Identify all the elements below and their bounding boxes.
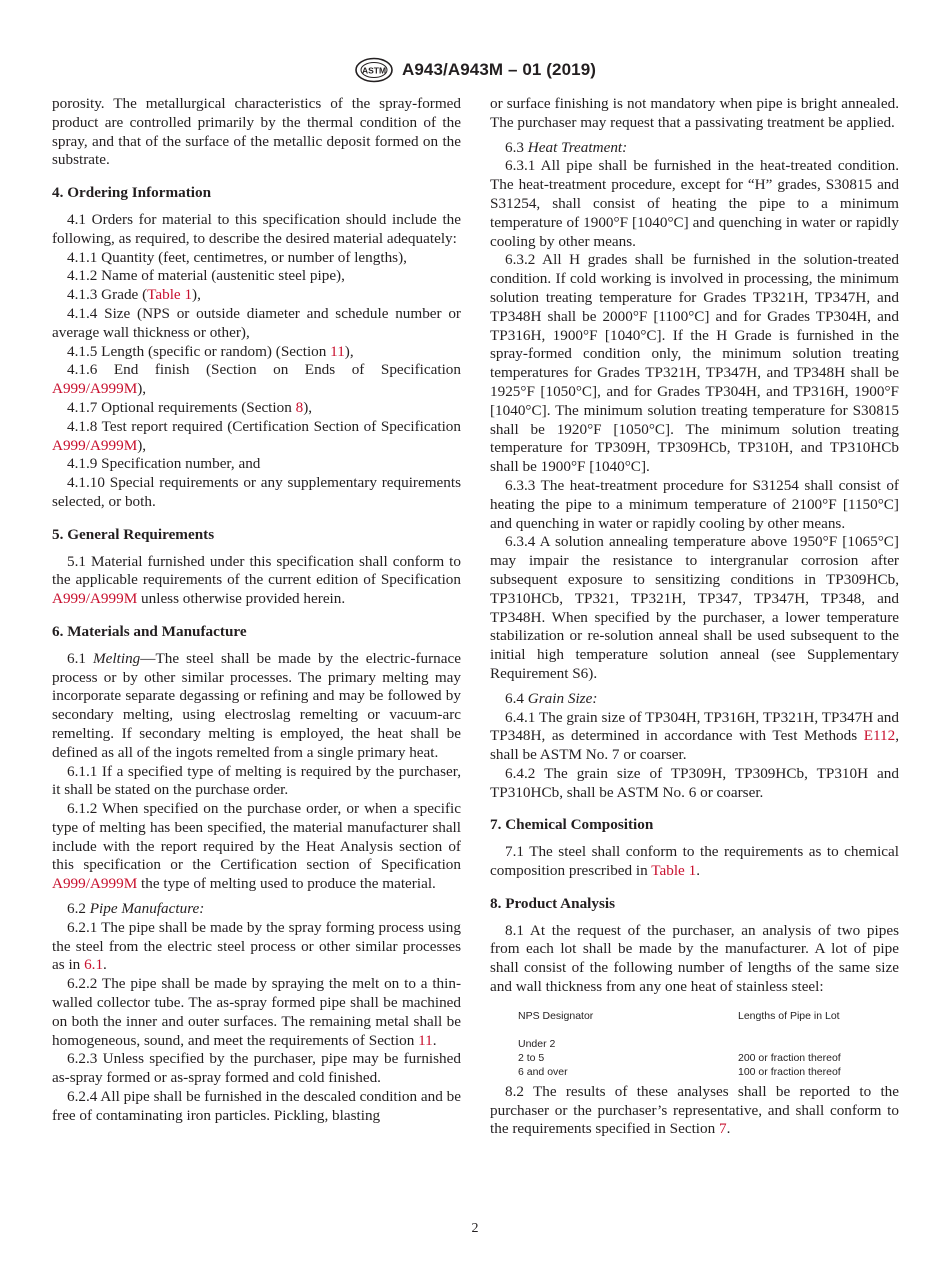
table-cell: 2 to 5 <box>518 1051 545 1064</box>
svg-text:ASTM: ASTM <box>361 65 387 76</box>
link-section-7[interactable]: 7 <box>719 1120 727 1138</box>
table-cell: Under 2 <box>518 1037 556 1050</box>
section-7-heading: 7. Chemical Composition <box>490 816 654 834</box>
para-6-3-4: 6.3.4 A solution annealing temperature above 1950°F [1065°C] may impair the resistance to intergranular corrosion after subsequent exposure to sensitizing conditions in TP309HCb, TP310HCb, TP321, TP321H, TP347, TP347H, TP348, and TP348H. When specified by the purchaser, a lower temperature stabilization or re-solution anneal shall be used subsequent to the initial high temperature solution anneal (see Supplementary Requirement S6). <box>490 533 899 682</box>
link-e112[interactable]: E112 <box>863 727 896 745</box>
para-4-1-7: 4.1.7 Optional requirements (Section 8), <box>67 398 313 416</box>
table-cell: 100 or fraction thereof <box>738 1065 841 1078</box>
link-section-8[interactable]: 8 <box>295 398 304 416</box>
table-cell: 200 or fraction thereof <box>738 1051 841 1064</box>
para-4-1-9: 4.1.9 Specification number, and <box>67 455 261 473</box>
para-6-3-1: 6.3.1 All pipe shall be furnished in the heat-treated condition. The heat-treatment procedure, except for “H” grades, S30815 and S31254, shall consist of heating the pipe to a minimum temperature of 1900°F [1040°C] and quenching in water or rapidly cooling by other means. <box>490 157 899 250</box>
link-section-11[interactable]: 11 <box>418 1031 433 1049</box>
para-6-2-3: 6.2.3 Unless specified by the purchaser, pipe may be furnished as-spray formed or as-spray formed and cold finished. <box>52 1050 461 1087</box>
table-cell <box>738 1037 888 1051</box>
para-6-4: 6.4 Grain Size: <box>505 689 598 707</box>
para-4-1-2: 4.1.2 Name of material (austenitic steel pipe), <box>67 267 345 285</box>
table-row <box>518 1037 888 1051</box>
link-6-1[interactable]: 6.1 <box>84 956 104 974</box>
section-6-heading: 6. Materials and Manufacture <box>52 622 247 640</box>
left-column <box>52 95 461 1126</box>
document-id: A943/A943M – 01 (2019) <box>401 60 597 79</box>
para-4-1: 4.1 Orders for material to this specification should include the following, as required, to describe the desired material adequately: <box>52 210 461 247</box>
link-a999[interactable]: A999/A999M <box>52 875 138 893</box>
para-8-1: 8.1 At the request of the purchaser, an analysis of two pipes from each lot shall be made by the manufacturer. A lot of pipe shall consist of the following number of lengths of the same size and wall thickness from any one heat of stainless steel: <box>490 921 899 996</box>
para-6-3: 6.3 Heat Treatment: <box>505 138 628 156</box>
para-4-1-4: 4.1.4 Size (NPS or outside diameter and schedule number or average wall thickness or other), <box>52 304 461 341</box>
para-6-3-3: 6.3.3 The heat-treatment procedure for S31254 shall consist of heating the pipe to a minimum temperature of 2100°F [1150°C] and quenching in water or rapidly cooling by other means. <box>490 476 899 532</box>
link-table-1[interactable]: Table 1 <box>147 286 193 304</box>
para-4-1-6: 4.1.6 End finish (Section on Ends of Specification A999/A999M), <box>52 361 461 398</box>
para-6-2: 6.2 Pipe Manufacture: <box>67 900 205 918</box>
link-table-1[interactable]: Table 1 <box>651 862 697 880</box>
para-6-2-4: 6.2.4 All pipe shall be furnished in the descaled condition and be free of contaminating iron particles. Pickling, blasting <box>52 1088 461 1124</box>
para-4-1-10: 4.1.10 Special requirements or any supplementary requirements selected, or both. <box>52 474 461 510</box>
page-number: 2 <box>471 1221 479 1236</box>
link-section-11[interactable]: 11 <box>330 342 345 360</box>
para-6-1: 6.1 Melting—The steel shall be made by the electric-furnace process or by other similar processes. The primary melting may incorporate separate degassing or refining and may be followed by secondary melting, using electroslag remelting or vacuum-arc remelting. If secondary melting is employed, the heat shall be defined as all of the ingots remelted from a single primary heat. <box>52 649 462 761</box>
section-8-heading: 8. Product Analysis <box>490 894 616 912</box>
link-a999[interactable]: A999/A999M <box>52 590 138 608</box>
para-8-2: 8.2 The results of these analyses shall be reported to the purchaser or the purchaser’s representative, and shall conform to the requirements specified in Section 7. <box>490 1082 899 1138</box>
para-6-1-2: 6.1.2 When specified on the purchase order, or when a specific type of melting has been specified, the material manufacturer shall include with the report required by the Heat Analysis section of this specification or the Certification section of Specification A999/A999M the type of melting used to produce the material. <box>52 800 461 893</box>
table-row <box>518 1065 888 1079</box>
page-header <box>0 56 950 84</box>
para-6-4-2: 6.4.2 The grain size of TP309H, TP309HCb, TP310H and TP310HCb, shall be ASTM No. 6 or coarser. <box>490 764 899 801</box>
continued-paragraph: or surface finishing is not mandatory when pipe is bright annealed. The purchaser may request that a passivating treatment be applied. <box>490 95 899 131</box>
table-header-cell: NPS Designator <box>518 1009 594 1022</box>
para-4-1-8: 4.1.8 Test report required (Certification Section of Specification A999/A999M), <box>52 417 461 454</box>
para-7-1: 7.1 The steel shall conform to the requirements as to chemical composition prescribed in Table 1. <box>490 843 899 880</box>
section-4-heading: 4. Ordering Information <box>52 184 212 202</box>
para-6-3-2: 6.3.2 All H grades shall be furnished in the solution-treated condition. If cold working is involved in processing, the minimum solution treating temperature for Grades TP321H, TP347H, and TP348H shall be 2000°F [1100°C] and for Grades TP304H, and TP316H, 1900°F [1040°C]. If the H Grade is furnished in the spray-formed condition only, the minimum solution treating temperatures for Grades TP321H, TP347H, and TP348H shall be 1925°F [1050°C], and for Grades TP304H, and TP316H, 1900°F [1040°C]. The minimum solution treating temperature for S30815 shall be 1920°F [1050°C]. The minimum solution treating temperature for TP309H, TP309HCb, TP310H, and TP310HCb shall be 1900°F [1040°C]. <box>490 251 899 476</box>
table-header-row <box>518 1009 888 1023</box>
table-cell: 6 and over <box>518 1065 568 1078</box>
astm-logo-icon <box>354 57 394 83</box>
right-column <box>490 95 899 1139</box>
intro-paragraph: porosity. The metallurgical characteristics of the spray-formed product are controlled primarily by the thermal condition of the spray, and that of the surface of the metallic deposit formed on the substrate. <box>52 95 461 169</box>
link-a999[interactable]: A999/A999M <box>52 380 138 398</box>
section-5-heading: 5. General Requirements <box>52 525 215 543</box>
table-header-cell: Lengths of Pipe in Lot <box>738 1009 840 1022</box>
para-6-2-2: 6.2.2 The pipe shall be made by spraying the melt on to a thin-walled collector tube. The as-spray formed pipe shall be machined on both the inner and outer surfaces. The remaining metal shall be homogeneous, sound, and meet the requirements of Section 11. <box>52 975 461 1049</box>
para-6-2-1: 6.2.1 The pipe shall be made by the spray forming process using the steel from the electric steel process or other similar processes as in 6.1. <box>52 918 461 974</box>
para-6-1-1: 6.1.1 If a specified type of melting is required by the purchaser, it shall be stated on the purchase order. <box>52 762 461 799</box>
para-4-1-1: 4.1.1 Quantity (feet, centimetres, or number of lengths), <box>67 248 407 266</box>
link-a999[interactable]: A999/A999M <box>52 436 138 454</box>
para-4-1-3: 4.1.3 Grade (Table 1), <box>67 286 201 304</box>
para-6-4-1: 6.4.1 The grain size of TP304H, TP316H, TP321H, TP347H and TP348H, as determined in accordance with Test Methods E112, shall be ASTM No. 7 or coarser. <box>490 708 899 764</box>
para-5-1: 5.1 Material furnished under this specification shall conform to the applicable requirements of the current edition of Specification A999/A999M unless otherwise provided herein. <box>52 552 461 608</box>
para-4-1-5: 4.1.5 Length (specific or random) (Section 11), <box>67 342 354 360</box>
lot-size-table <box>518 1009 888 1079</box>
table-row <box>518 1051 888 1065</box>
